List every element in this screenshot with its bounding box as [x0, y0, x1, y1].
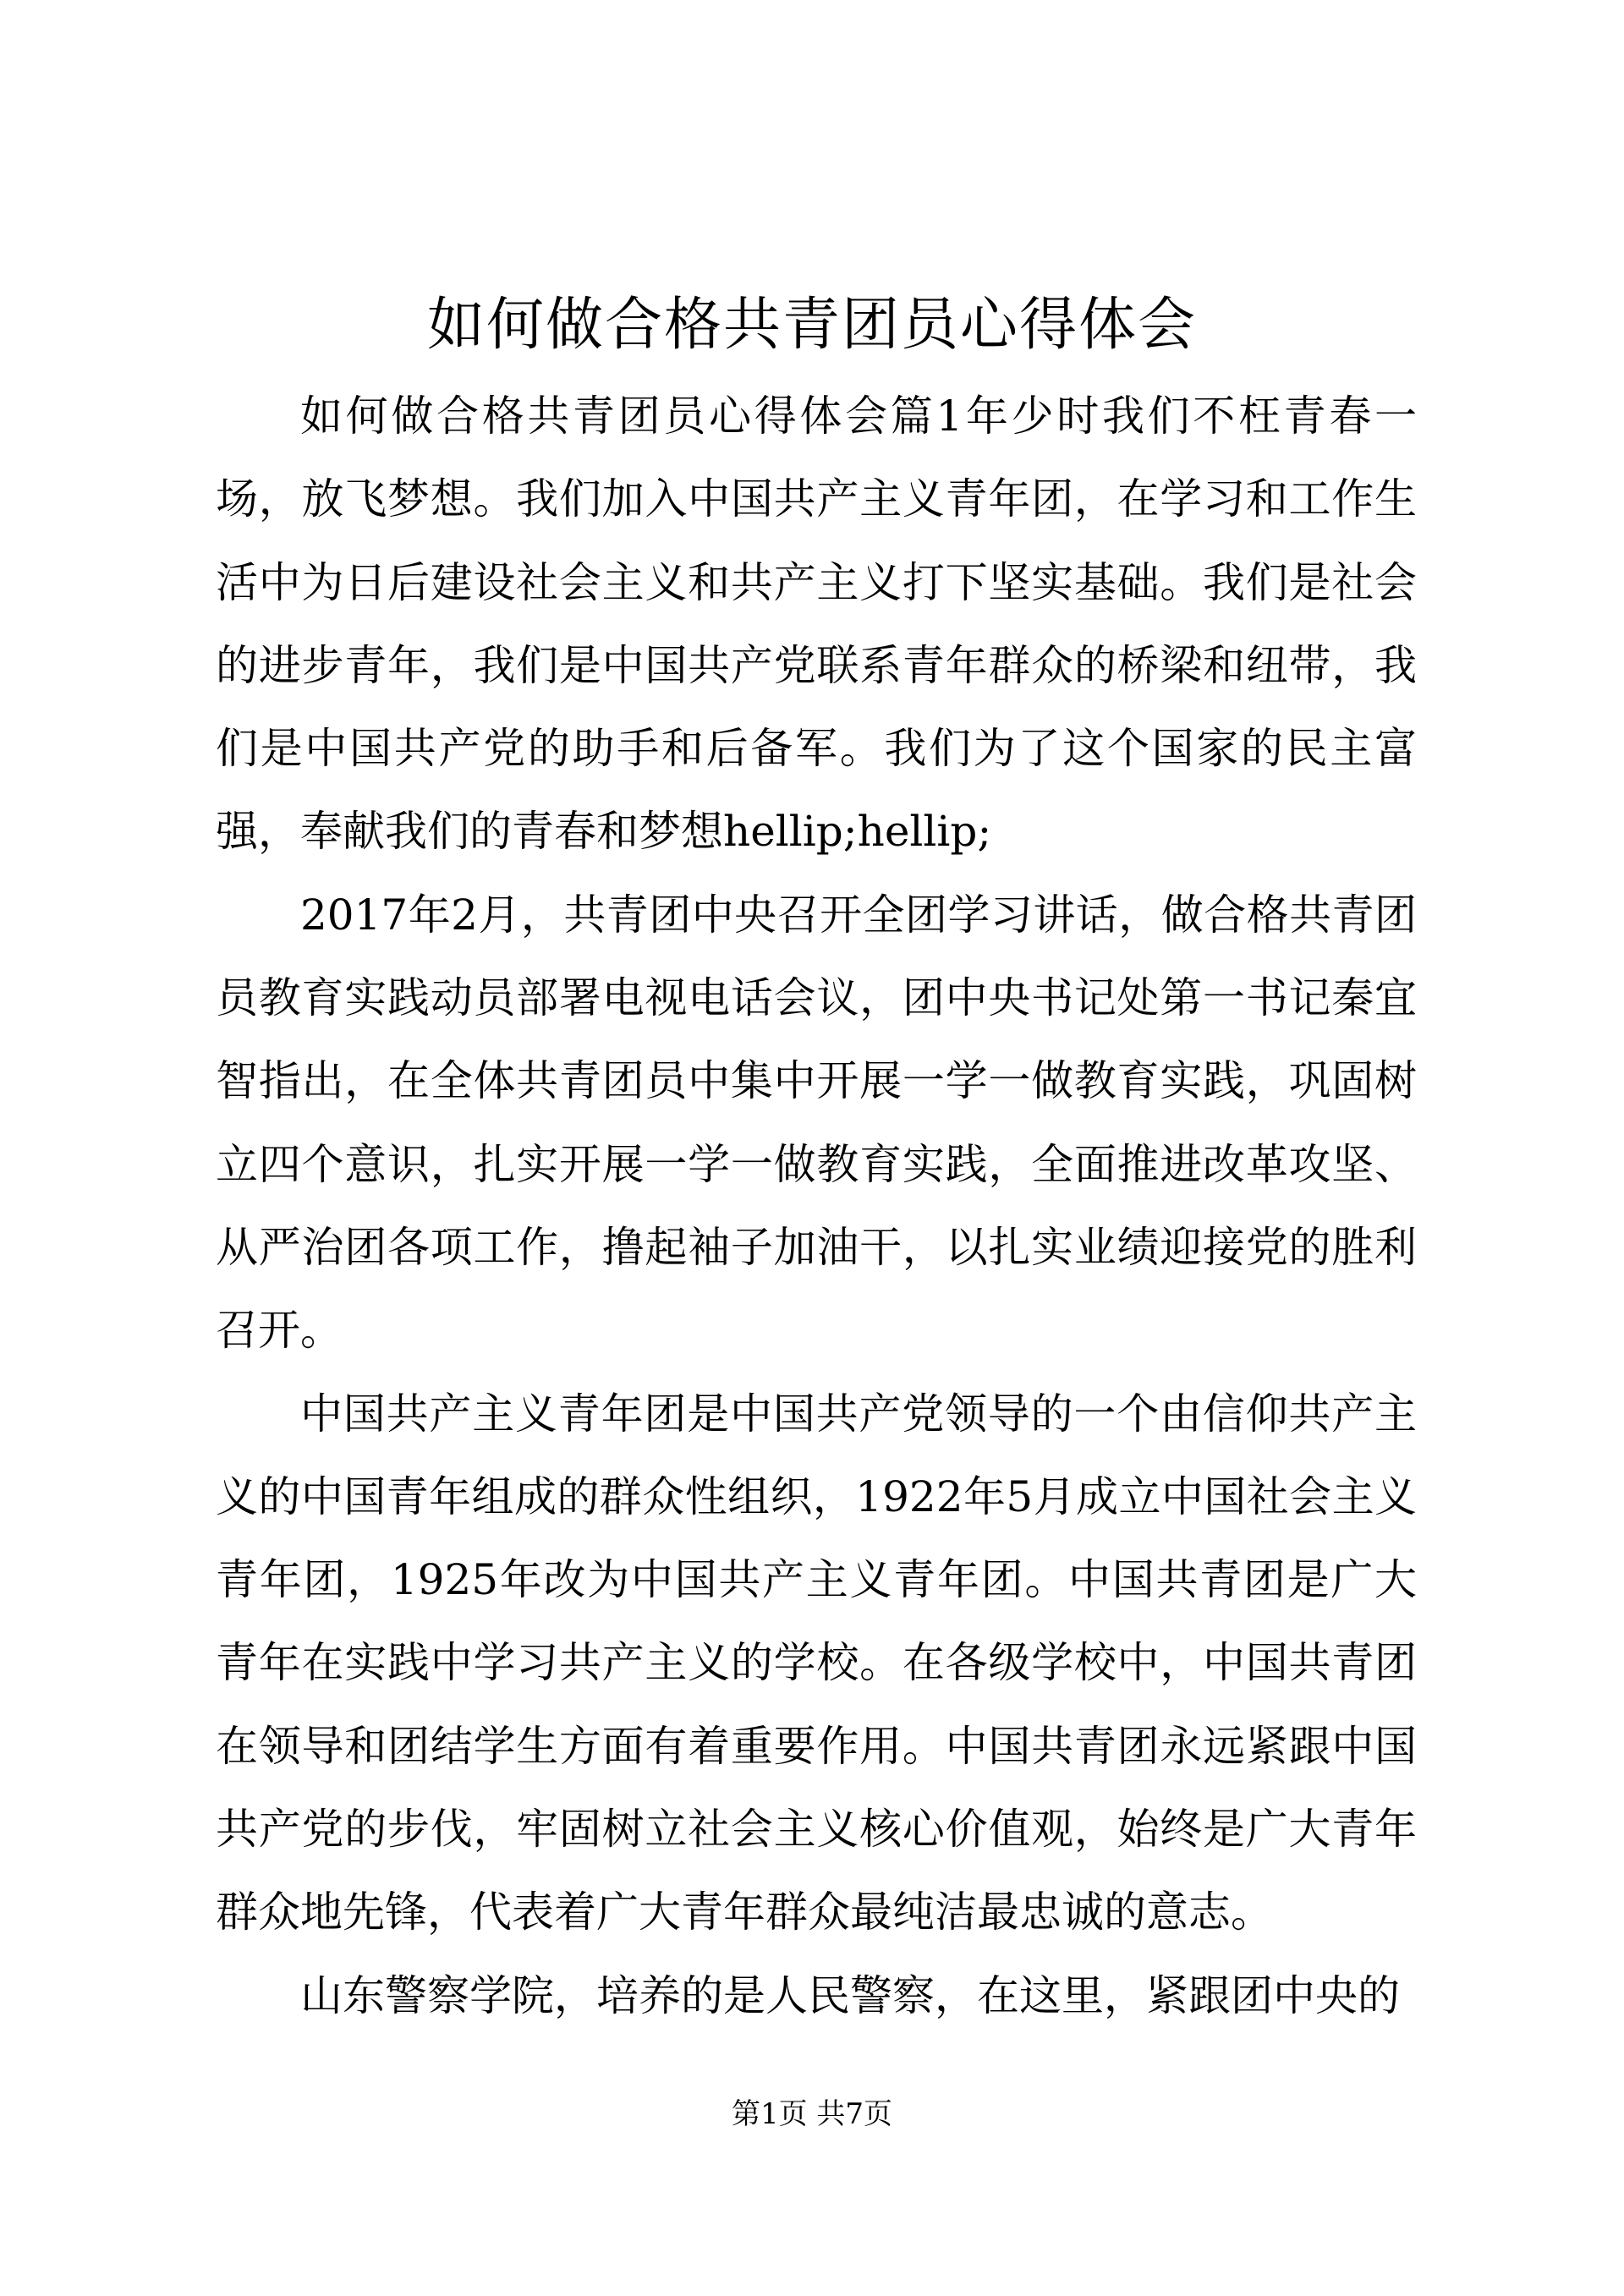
paragraph-4: 山东警察学院，培养的是人民警察，在这里，紧跟团中央的	[300, 1970, 1400, 2020]
paragraph-1: 如何做合格共青团员心得体会篇1年少时我们不枉青春一场，放飞梦想。我们加入中国共产主义青年团，在学习和工作生活中为日后建设社会主义和共产主义打下坚实基础。我们是社会的进步青年，我们是中国共产党联系青年群众的桥梁和纽带，我们是中国共产党的助手和后备军。我们为了这个国家的民主富强，奉献我们的青春和梦想hellip;hellip;	[216, 392, 1417, 857]
paragraph-3: 中国共产主义青年团是中国共产党领导的一个由信仰共产主义的中国青年组成的群众性组织，1922年5月成立中国社会主义青年团，1925年改为中国共产主义青年团。中国共青团是广大青年在实践中学习共产主义的学校。在各级学校中，中国共青团在领导和团结学生方面有着重要作用。中国共青团永远紧跟中国共产党的步伐，牢固树立社会主义核心价值观，始终是广大青年群众地先锋，代表着广大青年群众最纯洁最忠诚的意志。	[216, 1389, 1417, 1937]
page-number-label: 第1页 共7页	[731, 2097, 893, 2131]
paragraph-2: 2017年2月，共青团中央召开全团学习讲话，做合格共青团员教育实践动员部署电视电话会议，团中央书记处第一书记秦宜智指出，在全体共青团员中集中开展一学一做教育实践，巩固树立四个意识，扎实开展一学一做教育实践，全面推进改革攻坚、从严治团各项工作，撸起袖子加油干，以扎实业绩迎接党的胜利召开。	[216, 890, 1417, 1356]
document-body	[216, 375, 1417, 2037]
page-footer	[0, 2093, 1624, 2135]
document-title: 如何做合格共青团员心得体会	[426, 292, 1197, 359]
